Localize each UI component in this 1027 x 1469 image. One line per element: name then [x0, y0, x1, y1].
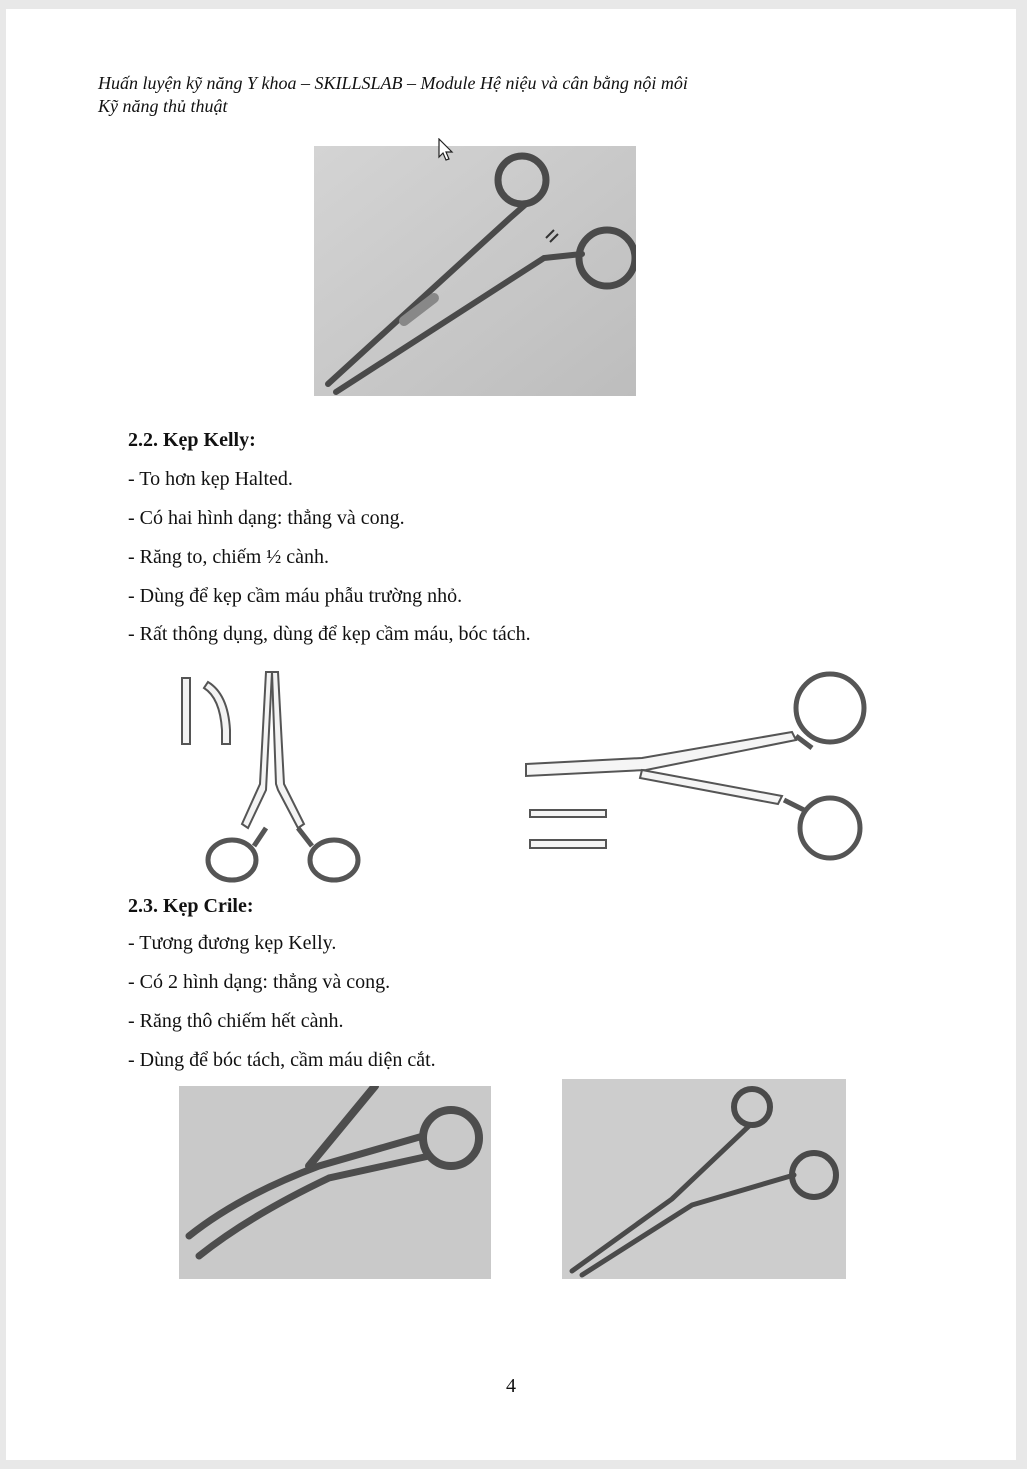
list-item: - Có 2 hình dạng: thẳng và cong.	[128, 971, 391, 993]
list-item: - Tương đương kẹp Kelly.	[128, 932, 337, 954]
page-number: 4	[506, 1375, 516, 1397]
crile-clamp-curved-photo	[179, 1086, 491, 1279]
document-page	[6, 9, 1016, 1460]
list-item: - Rất thông dụng, dùng để kẹp cầm máu, bóc tách.	[128, 623, 531, 645]
list-item: - Răng thô chiếm hết cành.	[128, 1010, 344, 1032]
section-heading-kelly: 2.2. Kẹp Kelly:	[128, 429, 256, 451]
list-item: - Răng to, chiếm ½ cành.	[128, 546, 330, 568]
halsted-clamp-photo	[314, 146, 636, 396]
mouse-cursor-icon	[438, 138, 454, 162]
list-item: - Dùng để kẹp cầm máu phẫu trường nhỏ.	[128, 585, 463, 607]
list-item: - To hơn kẹp Halted.	[128, 468, 293, 490]
kelly-clamp-vertical-drawing	[174, 664, 374, 886]
running-header-subtitle: Kỹ năng thủ thuật	[98, 96, 228, 116]
running-header-title: Huấn luyện kỹ năng Y khoa – SKILLSLAB – Module Hệ niệu và cân bằng nội môi	[98, 73, 688, 93]
list-item: - Dùng để bóc tách, cầm máu diện cắt.	[128, 1049, 436, 1071]
section-heading-crile: 2.3. Kẹp Crile:	[128, 895, 254, 917]
kelly-clamp-horizontal-drawing	[522, 664, 872, 864]
crile-clamp-straight-photo	[562, 1079, 846, 1279]
list-item: - Có hai hình dạng: thẳng và cong.	[128, 507, 405, 529]
